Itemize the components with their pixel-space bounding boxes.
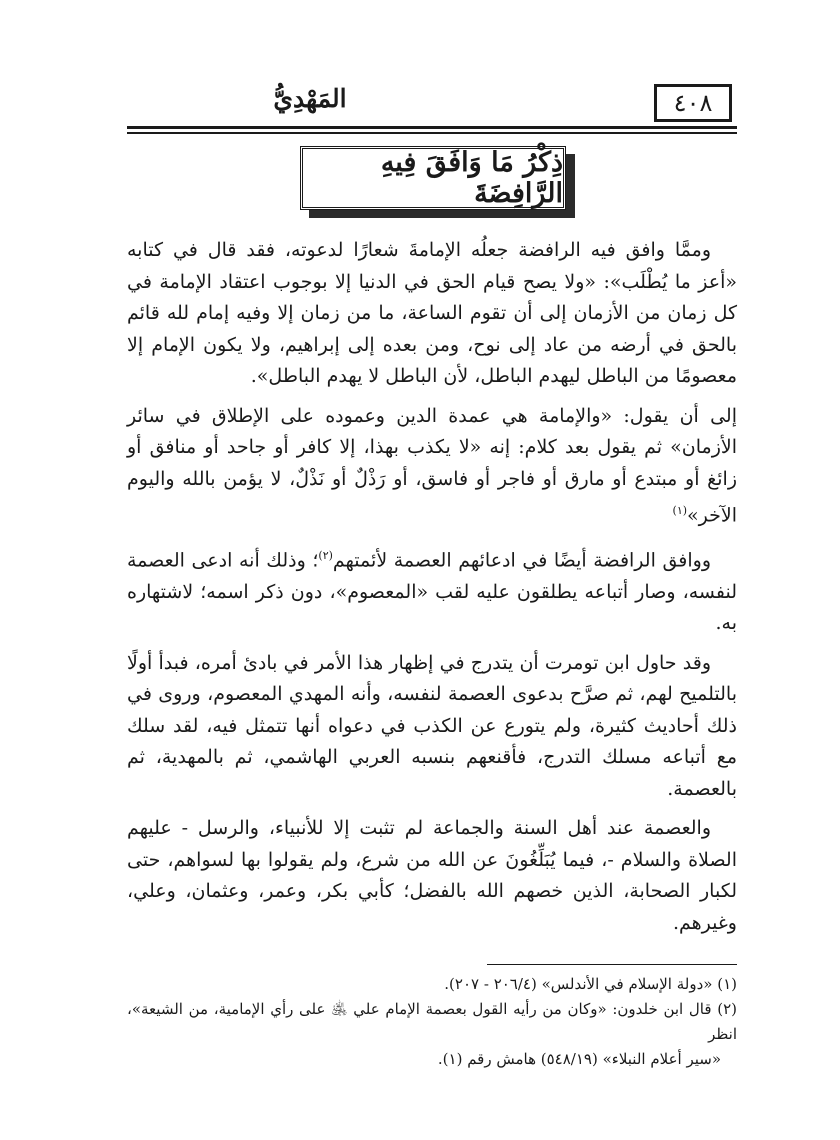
paragraph-2	[127, 401, 737, 532]
paragraph-1: وممَّا وافق فيه الرافضة جعلُه الإمامةَ شعارًا لدعوته، فقد قال في كتابه «أعز ما يُطْلَب»: «ولا يصح قيام الحق في الدنيا إلا بوجوب اعتقاد الإمامة في كل زمان من الأزمان إلى أن تقوم الساعة، ما من زمان إلا وفيه إمام لله قائم بالحق في أرضه من عاد إلى نوح، ومن بعده إلى إبراهيم، ولا يكون الإمام إلا معصومًا من الباطل ليهدم الباطل، لأن الباطل لا يهدم الباطل».	[127, 239, 737, 387]
footnote-2: (٢) قال ابن خلدون: «وكان من رأيه القول بعصمة الإمام علي ﵁ على رأي الإمامية، من الشيعة»، انظر	[127, 1000, 737, 1043]
running-title: المَهْدِيُّ	[273, 84, 347, 113]
paragraph-2-text: إلى أن يقول: «والإمامة هي عمدة الدين وعموده على الإطلاق في سائر الأزمان» ثم يقول بعد كلام: إنه «لا يكذب بهذا، إلا كافر أو جاحد أو منافق أو زائغ أو مبتدع أو مارق أو فاجر أو فاسق، أو رَذْلٌ أو نَذْلٌ، لا يؤمن بالله واليوم الآخر»	[127, 404, 737, 527]
footnote-rule	[487, 964, 737, 965]
footnotes	[127, 972, 737, 1072]
paragraph-4: وقد حاول ابن تومرت أن يتدرج في إظهار هذا الأمر في بادئ أمره، فبدأ أولًا بالتلميح لهم، ثم صرَّح بدعوى العصمة لنفسه، وأنه المهدي المعصوم، وروى في ذلك أحاديث كثيرة، ولم يتورع عن الكذب في دعواه أنها تتمثل فيه، لقد سلك مع أتباعه مسلك التدرج، فأقنعهم بنسبه العربي الهاشمي، ثم بالمهدية، ثم بالعصمة.	[127, 651, 737, 800]
footnote-2-continued: «سير أعلام النبلاء» (٥٤٨/١٩) هامش رقم (١).	[437, 1050, 721, 1068]
section-title: ذِكْرُ مَا وَافَقَ فِيهِ الرَّافِضَةَ	[300, 146, 566, 210]
paragraph-5: والعصمة عند أهل السنة والجماعة لم تثبت إلا للأنبياء، والرسل - عليهم الصلاة والسلام -، فيما يُبَلِّغُونَ عن الله من شرع، ولم يقولوا بها لسواهم، حتى لكبار الصحابة، الذين خصهم الله بالفضل؛ كأبي بكر، وعمر، وعثمان، وعلي، وغيرهم.	[127, 817, 737, 934]
paragraph-3-text-a: ووافق الرافضة أيضًا في ادعائهم العصمة لأئمتهم	[332, 549, 712, 572]
header-rule-thick	[127, 126, 737, 129]
body-text	[127, 235, 737, 939]
footnote-1: (١) «دولة الإسلام في الأندلس» (٢٠٦/٤ - ٢٠٧).	[444, 975, 737, 993]
footnote-ref-2: (٢)	[318, 548, 333, 562]
page-number: ٤٠٨	[654, 84, 732, 122]
paragraph-3-text-b: ؛ وذلك أنه ادعى العصمة لنفسه، وصار أتباعه يطلقون عليه لقب «المعصوم»، دون ذكر اسمه؛ لاشتهاره به.	[127, 549, 737, 635]
header-rule-thin	[127, 132, 737, 134]
paragraph-3	[127, 540, 737, 640]
footnote-ref-1: (١)	[672, 504, 688, 517]
